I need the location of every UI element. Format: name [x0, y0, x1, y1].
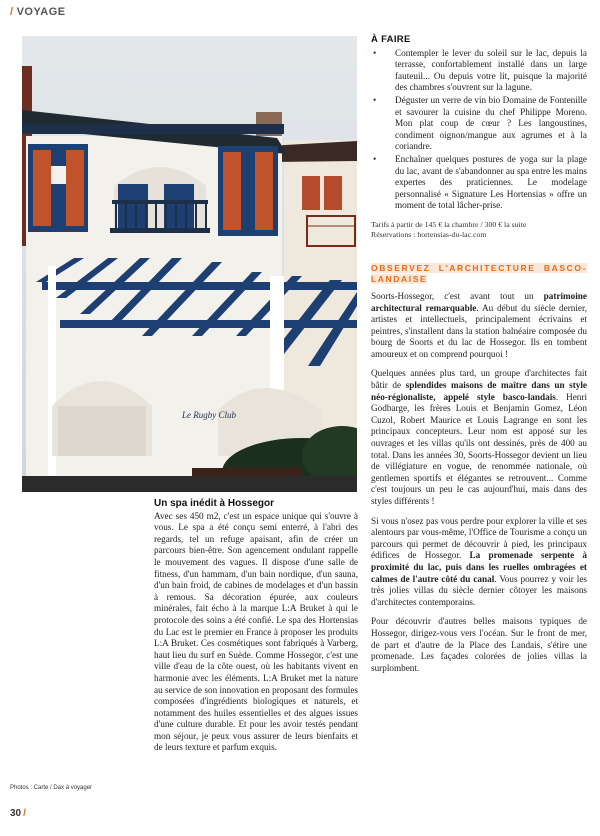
bullet-icon: • [373, 153, 377, 164]
section-label: VOYAGE [16, 6, 66, 18]
spa-body: Avec ses 450 m2, c'est un espace unique qui s'ouvre à vous. Le spa a été conçu semi enterré, à l'abri des regards, tel un refuge apaisant, afin de créer un parcours bien-être. Son agencement ondulant rappelle le mouvement des vagues. Il dispose d'une salle de fitness, d'un hammam, d'un bain nordique, d'un sauna, d'un bain froid, de cabines de modelages et d'un bassin à remous. Sa décoration épurée, aux couleurs minérales, fait écho à la marque L:A Bruket à qui le protocole des soins a été confié. Le spa des Hortensias du Lac est le premier en France à proposer les produits L:A Bruket. Ces cosmétiques sont fabriqués à Varberg, haut lieu du surf en Suède. Comme Hossegor, c'est une ville d'eau de la côte ouest, où les habitants vivent en harmonie avec les éléments. L:A Bruket met la nature au service de son innovation en proposant des formules composées d'ingrédients biologiques et naturels, et notamment des huiles essentielles et des algues issues d'une culture durable. Et pour les avoir testés pendant mon séjour, je peux vous assurer de leurs bienfaits et de leurs texture et parfum exquis. [154, 510, 358, 753]
section-tag [10, 6, 66, 18]
slash-mark: / [10, 6, 14, 18]
list-item: • Enchaîner quelques postures de yoga sur la plage du lac, avant de s'abandonner au spa entre les mains expertes des praticiennes. Le modelage personnalisé « Signature Les Hortensias » offre un moment de total lâcher-prise. [373, 153, 587, 211]
spa-column [154, 498, 358, 754]
architecture-paragraph: Soorts-Hossegor, c'est avant tout un patrimoine architectural remarquable. Au début du siècle dernier, artistes et intellectuels, principalement écrivains et peintres, s'installent dans la station balnéaire composée du bourg de Soorts et du lac de Hossegor. Ils en tombent amoureux et on comprend pourquoi ! [371, 290, 587, 359]
slash-mark: / [23, 808, 26, 819]
page-number: 30 / [10, 808, 26, 819]
architecture-paragraph: Si vous n'osez pas vous perdre pour explorer la ville et ses alentours par vous-même, l'Office de Tourisme a conçu un parcours qui permet de découvrir à pied, les principaux édifices de Hossegor. La promenade serpente à proximité du lac, puis dans les ruelles ombragées et calmes de l'autre côté du canal. Vous pourrez y voir les très jolies villas du siècle dernier côtoyer les maisons d'architectes contemporains. [371, 515, 588, 607]
tariffs-info [371, 220, 587, 241]
villa-photo [22, 36, 357, 492]
bullet-icon: • [373, 94, 377, 105]
reservations-text: Réservations : hortensias-du-lac.com [371, 230, 487, 240]
list-item: • Contempler le lever du soleil sur le lac, depuis la terrasse, confortablement installé dans un large fauteuil... Ou depuis votre lit, puisque la majorité des chambres s'ouvrent sur la lagune. [373, 47, 587, 93]
tariffs-text: Tarifs à partir de 145 € la chambre / 300 € la suite [371, 219, 527, 229]
villa-sign: Le Rugby Club [182, 410, 236, 420]
architecture-paragraph: Pour découvrir d'autres belles maisons typiques de Hossegor, dirigez-vous vers l'océan. Sur le front de mer, de part et d'autre de la Place des Landais, s'étire une promenade. Les façades colorées de jolies villas la surplombent. [371, 616, 587, 673]
bullet-icon: • [373, 47, 377, 58]
spa-heading: Un spa inédit à Hossegor [154, 498, 275, 509]
a-faire-heading: À FAIRE [371, 34, 411, 45]
architecture-paragraph: Quelques années plus tard, un groupe d'architectes fait bâtir de splendides maisons de maître dans un style néo-régionaliste, appelé style basco-landais. Henri Godbarge, les frères Louis et Benjamin Gomez, Léon Cuzol, Robert Maurice et Louis Lagrange en sont les principaux concepteurs. Leur nom est apposé sur les ouvrages et les villas qu'ils ont dessinés, près de 400 au total. Dans les années 30, Soorts-Hossegor devient un lieu de villégiature en vogue, de renommée nationale, où gentlemen sportifs et élégantes se retrouvent... Comme c'est toujours un peu le cas aujourd'hui, mais dans des styles différents ! [371, 368, 587, 506]
architecture-heading: OBSERVEZ L'ARCHITECTURE BASCO-LANDAISE [371, 262, 587, 284]
photo-credit: Photos : Carte / Dax à voyager [10, 785, 93, 791]
right-column [371, 34, 587, 682]
a-faire-list [371, 48, 587, 212]
list-item: • Déguster un verre de vin bio Domaine de Fontenille et savourer la cuisine du chef Philippe Moreno. Mon plat coup de cœur ? Les langoustines, condiment oignon/mangue aux agrumes et à la coriandre. [373, 94, 587, 152]
